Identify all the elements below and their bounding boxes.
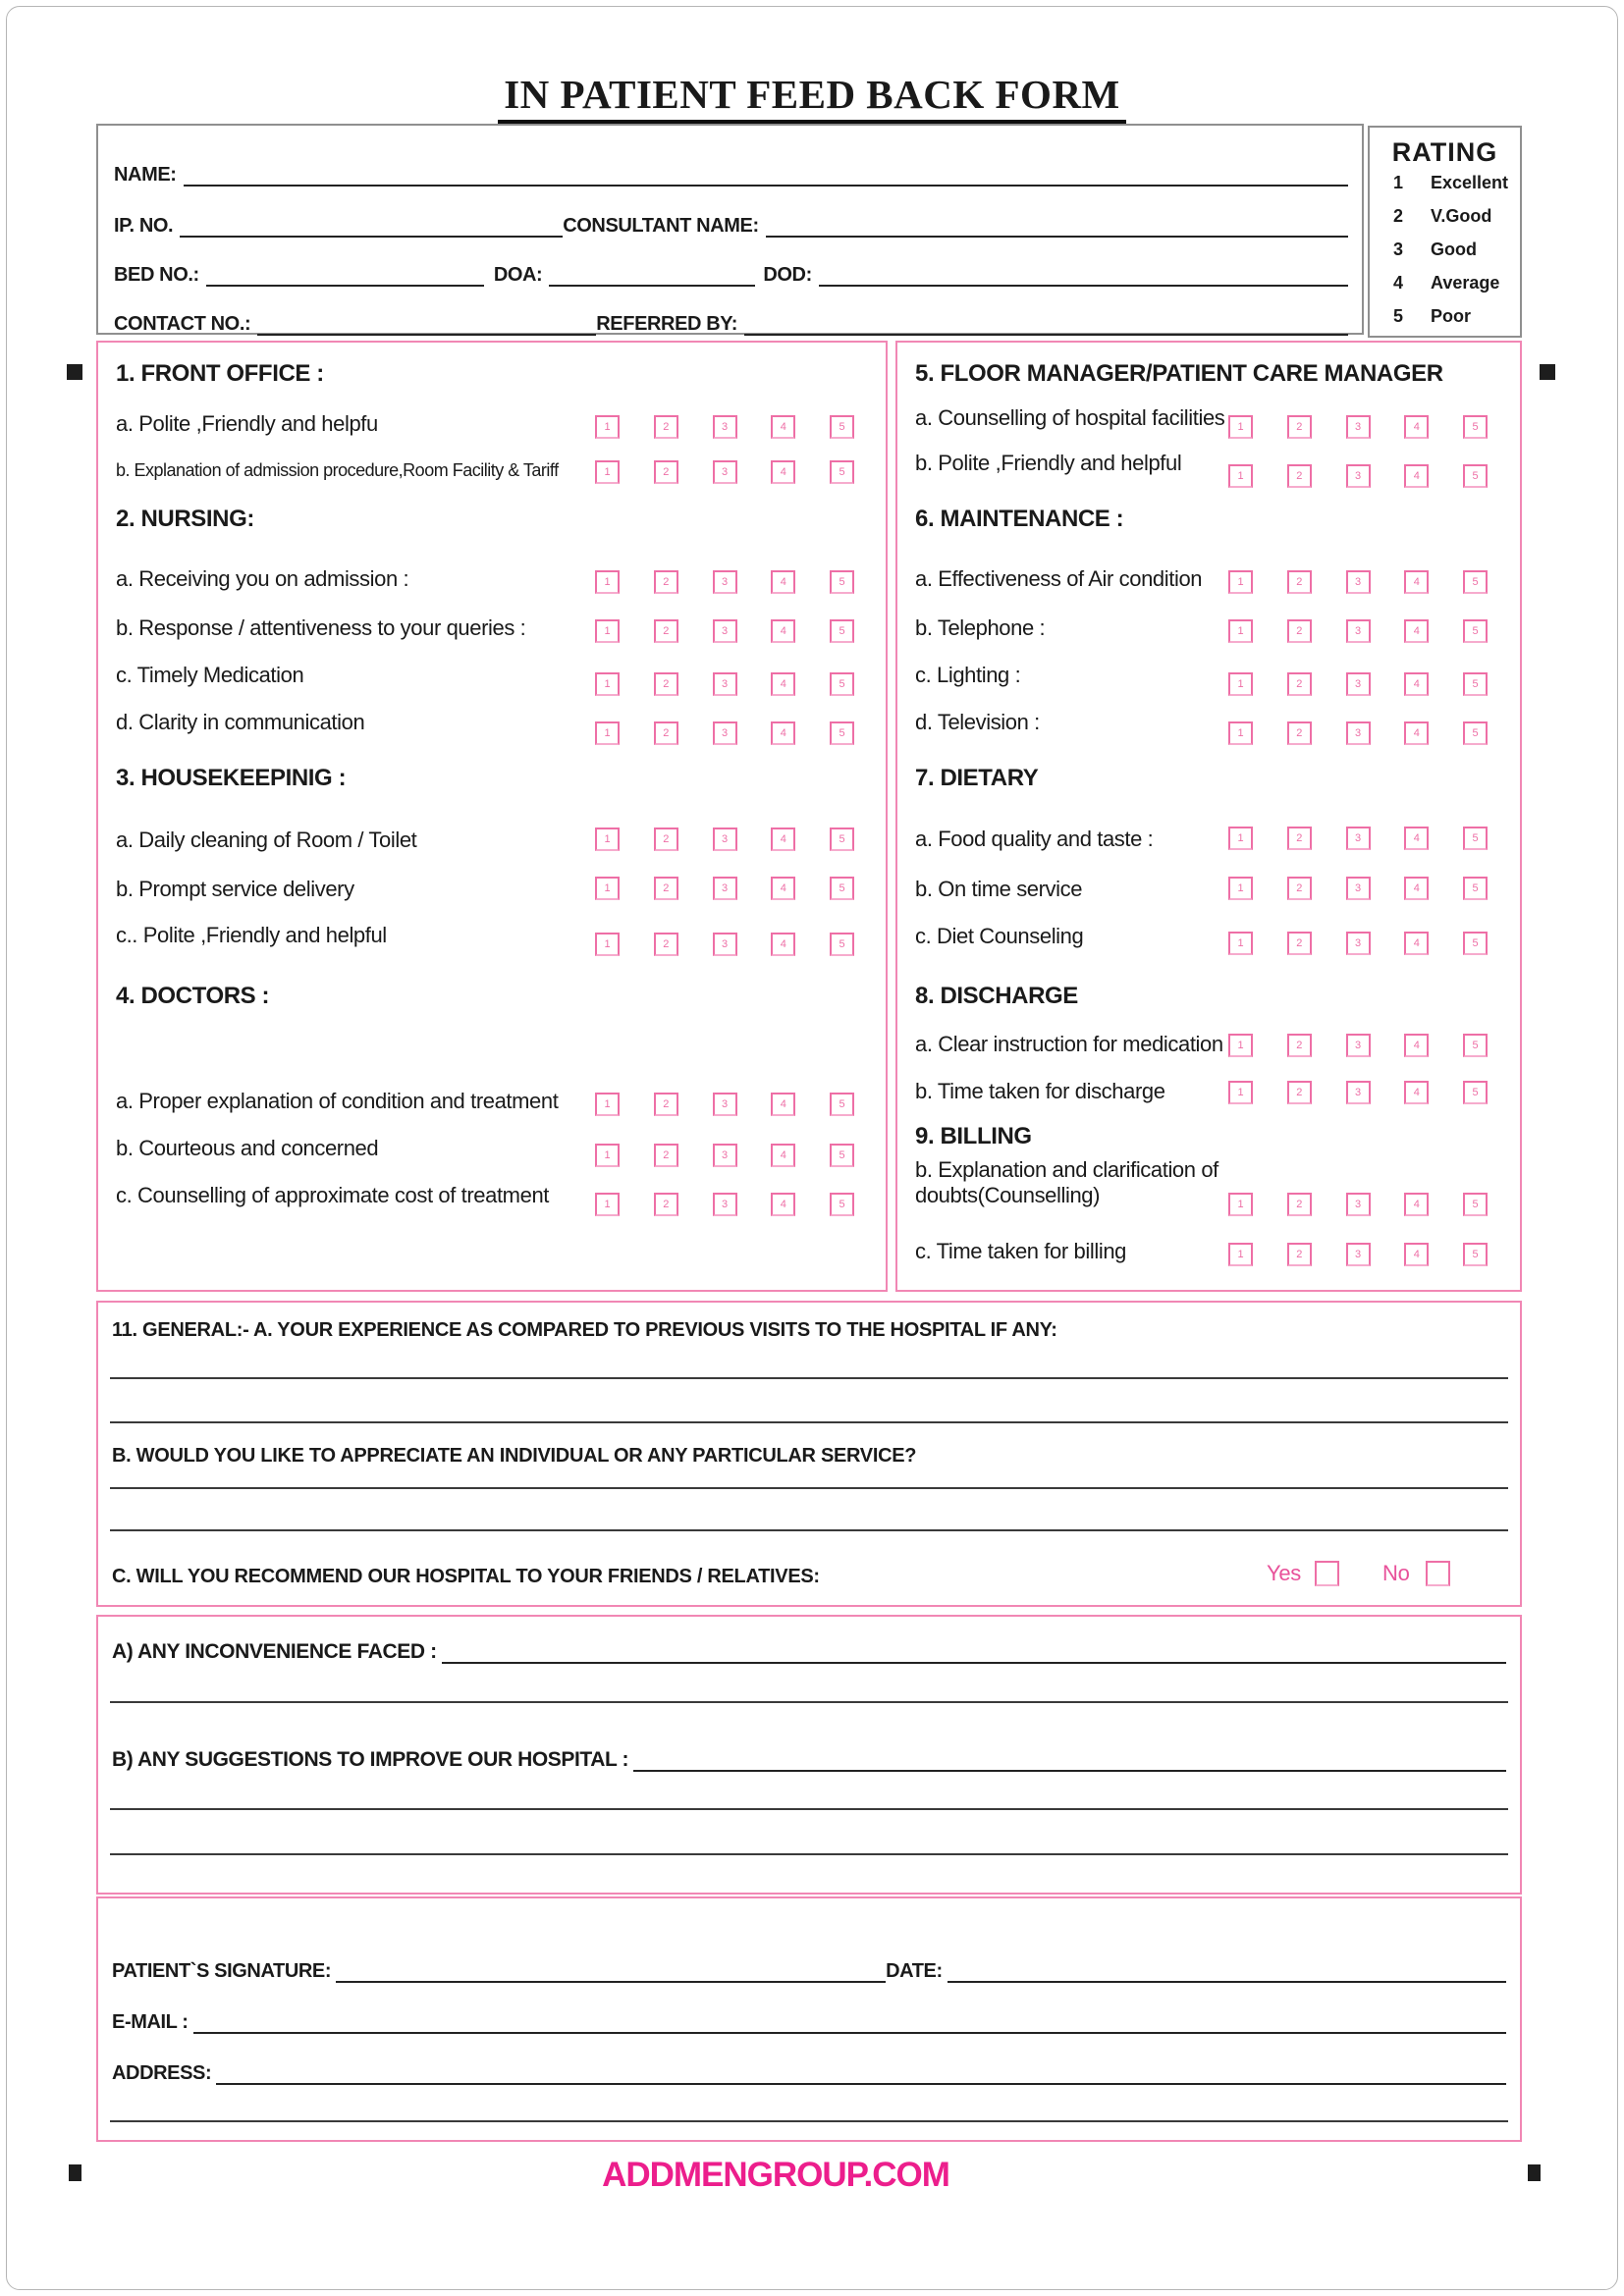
rating-checkbox-1[interactable]: 1 (1228, 464, 1253, 488)
rating-item (897, 566, 1520, 602)
rating-legend-title: RATING (1391, 137, 1498, 167)
doa-input-line[interactable] (549, 259, 755, 287)
rating-checkbox-row (1228, 877, 1488, 900)
rating-item (98, 566, 886, 602)
rating-checkbox-3[interactable]: 3 (713, 460, 737, 484)
item-label: b. Polite ,Friendly and helpful (915, 451, 1182, 475)
item-label: a. Receiving you on admission : (116, 566, 409, 591)
rating-legend-row (1370, 306, 1520, 330)
rating-checkbox-5[interactable]: 5 (1463, 672, 1488, 696)
bed-no-input-line[interactable] (206, 259, 484, 287)
rating-checkbox-2[interactable]: 2 (1287, 827, 1312, 850)
rating-checkbox-2[interactable]: 2 (654, 1144, 678, 1167)
registration-mark-top-left (67, 364, 82, 380)
rating-checkbox-4[interactable]: 4 (1404, 464, 1429, 488)
rating-legend-row (1370, 240, 1520, 263)
rating-checkbox-row (595, 721, 854, 745)
rating-checkbox-2[interactable]: 2 (654, 619, 678, 643)
rating-item (98, 411, 886, 447)
rating-checkbox-row (595, 570, 854, 594)
rating-checkbox-3[interactable]: 3 (1346, 415, 1371, 439)
rating-checkbox-5[interactable]: 5 (830, 828, 854, 851)
general-questions-box (96, 1301, 1522, 1607)
rating-checkbox-3[interactable]: 3 (713, 828, 737, 851)
rating-checkbox-1[interactable]: 1 (1228, 619, 1253, 643)
rating-checkbox-1[interactable]: 1 (1228, 721, 1253, 745)
rating-checkbox-5[interactable]: 5 (1463, 1034, 1488, 1057)
item-label: a. Counselling of hospital facilities (915, 405, 1225, 430)
rating-checkbox-row (1228, 932, 1488, 955)
signature-date-row (112, 1949, 1506, 1983)
rating-checkbox-2[interactable]: 2 (654, 415, 678, 439)
bed-doa-dod-row (114, 253, 1348, 287)
rating-item (98, 923, 886, 958)
rating-checkbox-3[interactable]: 3 (713, 415, 737, 439)
rating-checkbox-2[interactable]: 2 (654, 1093, 678, 1116)
rating-legend-row (1370, 206, 1520, 230)
rating-checkbox-4[interactable]: 4 (1404, 932, 1429, 955)
rating-checkbox-3[interactable]: 3 (713, 570, 737, 594)
rating-checkbox-5[interactable]: 5 (1463, 1243, 1488, 1266)
rating-checkbox-2[interactable]: 2 (1287, 877, 1312, 900)
item-label: c.. Polite ,Friendly and helpful (116, 923, 387, 947)
ip-no-label: IP. NO. (114, 215, 174, 237)
rating-item (897, 615, 1520, 651)
rating-checkbox-row (595, 415, 854, 439)
general-question-c: C. WILL YOU RECOMMEND OUR HOSPITAL TO YOUR FRIENDS / RELATIVES: (112, 1566, 820, 1587)
rating-item (897, 1157, 1520, 1216)
rating-checkbox-2[interactable]: 2 (1287, 1081, 1312, 1104)
rating-checkbox-2[interactable]: 2 (654, 828, 678, 851)
rating-label: Good (1431, 240, 1477, 259)
address-input-line[interactable] (216, 2057, 1506, 2085)
name-label: NAME: (114, 164, 177, 186)
registration-mark-top-right (1540, 364, 1555, 380)
rating-label: Average (1431, 273, 1500, 293)
rating-checkbox-row (1228, 570, 1488, 594)
rating-checkbox-3[interactable]: 3 (1346, 619, 1371, 643)
rating-checkbox-4[interactable]: 4 (1404, 672, 1429, 696)
section-heading-front-office: 1. FRONT OFFICE : (116, 360, 324, 387)
item-label: c. Timely Medication (116, 663, 304, 687)
item-label: b. Explanation of admission procedure,Room Facility & Tariff (116, 460, 559, 480)
item-label: d. Television : (915, 710, 1040, 734)
rating-checkbox-1[interactable]: 1 (1228, 1243, 1253, 1266)
email-label: E-MAIL : (112, 2011, 189, 2033)
ip-no-input-line[interactable] (180, 210, 563, 238)
item-label: a. Polite ,Friendly and helpfu (116, 411, 378, 436)
rating-checkbox-2[interactable]: 2 (654, 721, 678, 745)
rating-legend-row (1370, 173, 1520, 196)
general-a-write-line-2[interactable] (110, 1421, 1508, 1423)
rating-checkbox-1[interactable]: 1 (595, 877, 620, 900)
rating-checkbox-1[interactable]: 1 (595, 1193, 620, 1216)
rating-checkbox-row (1228, 1243, 1488, 1266)
section-heading-housekeeping: 3. HOUSEKEEPINIG : (116, 765, 347, 791)
rating-checkbox-4[interactable]: 4 (771, 672, 795, 696)
rating-checkbox-3[interactable]: 3 (1346, 932, 1371, 955)
rating-checkbox-row (595, 619, 854, 643)
signature-box (96, 1896, 1522, 2142)
rating-checkbox-3[interactable]: 3 (713, 672, 737, 696)
date-input-line[interactable] (947, 1955, 1506, 1983)
rating-value: 3 (1393, 240, 1404, 259)
section-heading-nursing: 2. NURSING: (116, 506, 254, 532)
rating-checkbox-row (1228, 619, 1488, 643)
rating-checkbox-5[interactable]: 5 (830, 619, 854, 643)
rating-checkbox-2[interactable]: 2 (1287, 1034, 1312, 1057)
contact-no-input-line[interactable] (257, 308, 596, 336)
inconvenience-write-line[interactable] (110, 1701, 1508, 1703)
rating-checkbox-5[interactable]: 5 (830, 672, 854, 696)
contact-referred-row (114, 302, 1348, 336)
consultant-name-input-line[interactable] (766, 210, 1348, 238)
item-label: b. Response / attentiveness to your queries : (116, 615, 526, 640)
rating-value: 1 (1393, 173, 1404, 192)
inconvenience-label: A) ANY INCONVENIENCE FACED : (112, 1640, 437, 1663)
rating-checkbox-2[interactable]: 2 (1287, 932, 1312, 955)
address-row (112, 2052, 1506, 2085)
patient-signature-input-line[interactable] (336, 1955, 886, 1983)
rating-checkbox-5[interactable]: 5 (830, 1144, 854, 1167)
rating-checkbox-2[interactable]: 2 (1287, 415, 1312, 439)
section-heading-maintenance: 6. MAINTENANCE : (915, 506, 1124, 532)
inconvenience-input-line[interactable] (442, 1636, 1506, 1664)
rating-checkbox-4[interactable]: 4 (771, 619, 795, 643)
rating-checkbox-2[interactable]: 2 (1287, 672, 1312, 696)
rating-checkbox-5[interactable]: 5 (830, 1193, 854, 1216)
item-label: b. Explanation and clarification of doubts(Counselling) (915, 1157, 1218, 1207)
rating-checkbox-3[interactable]: 3 (713, 933, 737, 956)
general-question-a: 11. GENERAL:- A. YOUR EXPERIENCE AS COMPARED TO PREVIOUS VISITS TO THE HOSPITAL IF ANY: (112, 1319, 1057, 1341)
bed-no-label: BED NO.: (114, 264, 199, 286)
item-label: a. Food quality and taste : (915, 827, 1154, 851)
rating-checkbox-2[interactable]: 2 (654, 877, 678, 900)
rating-checkbox-3[interactable]: 3 (713, 1144, 737, 1167)
rating-checkbox-4[interactable]: 4 (1404, 1034, 1429, 1057)
rating-checkbox-3[interactable]: 3 (1346, 464, 1371, 488)
section-heading-floor-manager: 5. FLOOR MANAGER/PATIENT CARE MANAGER (915, 360, 1443, 387)
section-heading-discharge: 8. DISCHARGE (915, 983, 1078, 1009)
rating-item (98, 877, 886, 912)
rating-checkbox-row (595, 672, 854, 696)
rating-checkbox-1[interactable]: 1 (1228, 1081, 1253, 1104)
rating-checkbox-row (1228, 1034, 1488, 1057)
rating-checkbox-row (1228, 721, 1488, 745)
rating-item (98, 663, 886, 698)
referred-by-label: REFERRED BY: (596, 313, 737, 335)
rating-checkbox-4[interactable]: 4 (771, 1193, 795, 1216)
suggestions-row (112, 1738, 1506, 1772)
rating-checkbox-1[interactable]: 1 (595, 460, 620, 484)
rating-checkbox-3[interactable]: 3 (713, 1193, 737, 1216)
rating-checkbox-2[interactable]: 2 (1287, 619, 1312, 643)
item-label: a. Daily cleaning of Room / Toilet (116, 828, 417, 852)
rating-value: 2 (1393, 206, 1404, 226)
general-b-write-line-1[interactable] (110, 1487, 1508, 1489)
ratings-column-left (96, 341, 888, 1292)
rating-checkbox-4[interactable]: 4 (771, 570, 795, 594)
rating-checkbox-5[interactable]: 5 (1463, 932, 1488, 955)
rating-checkbox-2[interactable]: 2 (654, 1193, 678, 1216)
rating-checkbox-4[interactable]: 4 (1404, 827, 1429, 850)
rating-item (897, 1239, 1520, 1274)
general-b-write-line-2[interactable] (110, 1529, 1508, 1531)
rating-checkbox-5[interactable]: 5 (1463, 877, 1488, 900)
no-checkbox[interactable] (1426, 1561, 1450, 1586)
rating-checkbox-5[interactable]: 5 (1463, 1081, 1488, 1104)
rating-checkbox-4[interactable]: 4 (1404, 721, 1429, 745)
rating-checkbox-1[interactable]: 1 (1228, 570, 1253, 594)
rating-checkbox-3[interactable]: 3 (713, 877, 737, 900)
rating-checkbox-2[interactable]: 2 (654, 570, 678, 594)
rating-checkbox-1[interactable]: 1 (595, 1093, 620, 1116)
rating-value: 4 (1393, 273, 1404, 293)
rating-checkbox-5[interactable]: 5 (830, 460, 854, 484)
rating-item (897, 924, 1520, 959)
rating-item (897, 451, 1520, 486)
rating-checkbox-row (595, 1144, 854, 1167)
rating-checkbox-1[interactable]: 1 (1228, 415, 1253, 439)
rating-checkbox-5[interactable]: 5 (830, 415, 854, 439)
rating-item (98, 1089, 886, 1124)
item-label: b. On time service (915, 877, 1083, 901)
address-write-line-2[interactable] (110, 2120, 1508, 2122)
item-label: c. Time taken for billing (915, 1239, 1126, 1263)
rating-checkbox-5[interactable]: 5 (1463, 415, 1488, 439)
rating-item (897, 663, 1520, 698)
no-label: No (1382, 1561, 1410, 1585)
rating-checkbox-4[interactable]: 4 (1404, 570, 1429, 594)
rating-checkbox-1[interactable]: 1 (1228, 672, 1253, 696)
rating-checkbox-4[interactable]: 4 (771, 877, 795, 900)
rating-checkbox-4[interactable]: 4 (1404, 619, 1429, 643)
address-label: ADDRESS: (112, 2062, 212, 2084)
item-label: c. Lighting : (915, 663, 1021, 687)
item-label: a. Proper explanation of condition and treatment (116, 1089, 559, 1113)
rating-checkbox-5[interactable]: 5 (1463, 827, 1488, 850)
rating-label: Excellent (1431, 173, 1509, 192)
rating-checkbox-4[interactable]: 4 (771, 460, 795, 484)
name-row (114, 153, 1348, 187)
rating-label: V.Good (1431, 206, 1492, 226)
brand-footer: ADDMENGROUP.COM (602, 2156, 949, 2194)
ip-consultant-row (114, 204, 1348, 238)
rating-checkbox-3[interactable]: 3 (1346, 877, 1371, 900)
rating-checkbox-5[interactable]: 5 (1463, 464, 1488, 488)
suggestions-input-line[interactable] (633, 1744, 1506, 1772)
rating-checkbox-5[interactable]: 5 (830, 1093, 854, 1116)
rating-checkbox-4[interactable]: 4 (771, 1144, 795, 1167)
dod-label: DOD: (763, 264, 812, 286)
yes-label: Yes (1267, 1561, 1301, 1585)
referred-by-input-line[interactable] (744, 308, 1348, 336)
rating-checkbox-row (1228, 672, 1488, 696)
rating-checkbox-4[interactable]: 4 (1404, 877, 1429, 900)
rating-checkbox-5[interactable]: 5 (830, 933, 854, 956)
doa-label: DOA: (493, 264, 543, 286)
item-label: a. Clear instruction for medication (915, 1032, 1223, 1056)
rating-checkbox-3[interactable]: 3 (1346, 1243, 1371, 1266)
rating-checkbox-row (1228, 1193, 1488, 1216)
email-input-line[interactable] (193, 2006, 1506, 2034)
rating-checkbox-3[interactable]: 3 (713, 1093, 737, 1116)
rating-checkbox-5[interactable]: 5 (1463, 570, 1488, 594)
patient-signature-label: PATIENT`S SIGNATURE: (112, 1960, 332, 1982)
rating-checkbox-row (595, 933, 854, 956)
rating-checkbox-3[interactable]: 3 (1346, 1081, 1371, 1104)
rating-checkbox-row (595, 877, 854, 900)
rating-item (98, 828, 886, 863)
rating-checkbox-4[interactable]: 4 (1404, 1243, 1429, 1266)
rating-checkbox-row (1228, 415, 1488, 439)
item-label: c. Diet Counseling (915, 924, 1084, 948)
suggestions-label: B) ANY SUGGESTIONS TO IMPROVE OUR HOSPITAL : (112, 1748, 629, 1771)
rating-checkbox-row (1228, 464, 1488, 488)
consultant-name-label: CONSULTANT NAME: (563, 215, 759, 237)
rating-checkbox-3[interactable]: 3 (713, 619, 737, 643)
contact-no-label: CONTACT NO.: (114, 313, 251, 335)
general-a-write-line-1[interactable] (110, 1377, 1508, 1379)
rating-checkbox-row (595, 1093, 854, 1116)
rating-checkbox-2[interactable]: 2 (654, 933, 678, 956)
item-label: b. Time taken for discharge (915, 1079, 1165, 1103)
rating-checkbox-4[interactable]: 4 (771, 828, 795, 851)
rating-checkbox-1[interactable]: 1 (595, 1144, 620, 1167)
rating-item (897, 1079, 1520, 1114)
rating-item (98, 460, 886, 496)
rating-checkbox-2[interactable]: 2 (1287, 721, 1312, 745)
rating-checkbox-5[interactable]: 5 (1463, 721, 1488, 745)
rating-checkbox-2[interactable]: 2 (654, 460, 678, 484)
rating-checkbox-1[interactable]: 1 (595, 619, 620, 643)
ratings-column-right (895, 341, 1522, 1292)
rating-checkbox-4[interactable]: 4 (1404, 415, 1429, 439)
rating-checkbox-5[interactable]: 5 (830, 570, 854, 594)
yes-checkbox[interactable] (1315, 1561, 1339, 1586)
section-heading-billing: 9. BILLING (915, 1123, 1032, 1149)
rating-checkbox-2[interactable]: 2 (1287, 570, 1312, 594)
patient-info-box (96, 124, 1364, 335)
item-label: b. Courteous and concerned (116, 1136, 379, 1160)
rating-checkbox-4[interactable]: 4 (1404, 1193, 1429, 1216)
yes-option (1267, 1560, 1339, 1587)
rating-checkbox-5[interactable]: 5 (1463, 619, 1488, 643)
rating-checkbox-row (595, 460, 854, 484)
rating-checkbox-1[interactable]: 1 (1228, 1193, 1253, 1216)
rating-checkbox-row (595, 828, 854, 851)
rating-item (897, 827, 1520, 862)
rating-checkbox-1[interactable]: 1 (595, 933, 620, 956)
email-row (112, 2001, 1506, 2034)
rating-checkbox-3[interactable]: 3 (1346, 672, 1371, 696)
rating-checkbox-1[interactable]: 1 (595, 570, 620, 594)
rating-item (98, 1183, 886, 1218)
rating-item (98, 1136, 886, 1171)
item-label: b. Telephone : (915, 615, 1046, 640)
rating-item (897, 710, 1520, 745)
rating-checkbox-1[interactable]: 1 (1228, 827, 1253, 850)
dod-input-line[interactable] (819, 259, 1348, 287)
form-title-wrap (0, 71, 1624, 124)
rating-item (897, 1032, 1520, 1067)
general-question-b: B. WOULD YOU LIKE TO APPRECIATE AN INDIVIDUAL OR ANY PARTICULAR SERVICE? (112, 1445, 917, 1467)
rating-checkbox-row (1228, 827, 1488, 850)
rating-item (897, 405, 1520, 441)
rating-checkbox-2[interactable]: 2 (1287, 464, 1312, 488)
rating-item (98, 710, 886, 745)
rating-checkbox-row (595, 1193, 854, 1216)
rating-checkbox-2[interactable]: 2 (1287, 1243, 1312, 1266)
name-input-line[interactable] (184, 159, 1348, 187)
rating-checkbox-4[interactable]: 4 (771, 933, 795, 956)
rating-checkbox-1[interactable]: 1 (1228, 1034, 1253, 1057)
rating-checkbox-3[interactable]: 3 (713, 721, 737, 745)
rating-checkbox-2[interactable]: 2 (1287, 1193, 1312, 1216)
item-label: b. Prompt service delivery (116, 877, 354, 901)
rating-item (897, 877, 1520, 912)
rating-checkbox-2[interactable]: 2 (654, 672, 678, 696)
rating-checkbox-5[interactable]: 5 (830, 877, 854, 900)
rating-checkbox-4[interactable]: 4 (1404, 1081, 1429, 1104)
rating-checkbox-1[interactable]: 1 (595, 415, 620, 439)
rating-checkbox-5[interactable]: 5 (1463, 1193, 1488, 1216)
section-heading-doctors: 4. DOCTORS : (116, 983, 270, 1009)
rating-checkbox-3[interactable]: 3 (1346, 827, 1371, 850)
rating-checkbox-4[interactable]: 4 (771, 1093, 795, 1116)
section-heading-dietary: 7. DIETARY (915, 765, 1039, 791)
inconvenience-suggestions-box (96, 1615, 1522, 1895)
item-label: c. Counselling of approximate cost of treatment (116, 1183, 549, 1207)
date-label: DATE: (886, 1960, 943, 1982)
rating-checkbox-4[interactable]: 4 (771, 415, 795, 439)
rating-checkbox-1[interactable]: 1 (595, 672, 620, 696)
rating-checkbox-1[interactable]: 1 (1228, 932, 1253, 955)
rating-value: 5 (1393, 306, 1404, 326)
rating-checkbox-3[interactable]: 3 (1346, 1193, 1371, 1216)
rating-checkbox-5[interactable]: 5 (830, 721, 854, 745)
rating-checkbox-1[interactable]: 1 (595, 721, 620, 745)
suggestions-write-line-2[interactable] (110, 1853, 1508, 1855)
rating-legend-box (1368, 126, 1522, 338)
rating-checkbox-row (1228, 1081, 1488, 1104)
rating-checkbox-3[interactable]: 3 (1346, 570, 1371, 594)
rating-checkbox-3[interactable]: 3 (1346, 721, 1371, 745)
rating-checkbox-1[interactable]: 1 (1228, 877, 1253, 900)
rating-label: Poor (1431, 306, 1472, 326)
rating-checkbox-1[interactable]: 1 (595, 828, 620, 851)
inconvenience-row (112, 1630, 1506, 1664)
no-option (1382, 1560, 1450, 1587)
item-label: d. Clarity in communication (116, 710, 365, 734)
rating-item (98, 615, 886, 651)
item-label: a. Effectiveness of Air condition (915, 566, 1203, 591)
form-title: IN PATIENT FEED BACK FORM (498, 71, 1126, 124)
rating-checkbox-4[interactable]: 4 (771, 721, 795, 745)
suggestions-write-line-1[interactable] (110, 1808, 1508, 1810)
rating-legend-row (1370, 273, 1520, 296)
rating-checkbox-3[interactable]: 3 (1346, 1034, 1371, 1057)
